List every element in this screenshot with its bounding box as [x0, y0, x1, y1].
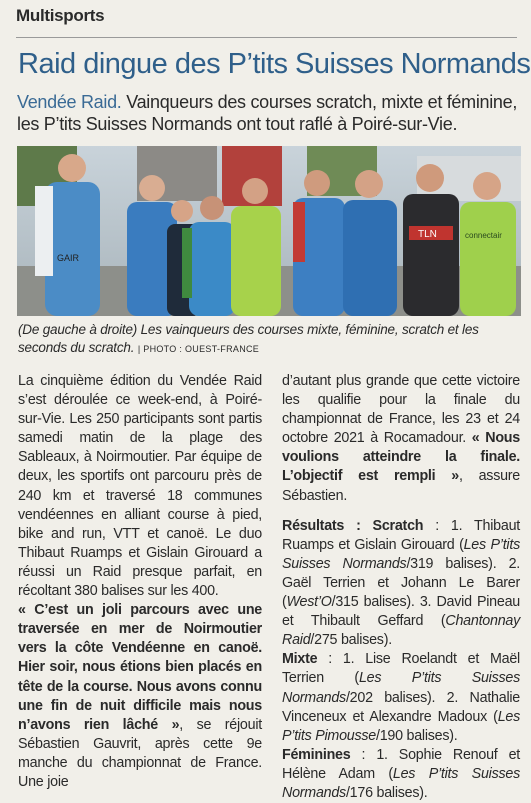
results-team-1: Les P’tits Suisses Normands [282, 536, 520, 572]
feminines-text-2: /176 balises). [345, 784, 428, 801]
quote-objectif: « Nous voulions atteindre la finale. L’objectif est rempli » [282, 430, 520, 485]
results-text-1: : 1. Thibaut Ruamps et Gislain Girouard ( [282, 517, 520, 553]
results-label: Résultats : Scratch [282, 517, 424, 534]
article-column-1 [18, 372, 262, 792]
quote-gauvrit: « C’est un joli parcours avec une traversée en mer de Noirmoutier vers la côte Vendéenne en canoë. Hier soir, nous étions bien placés en tête de la course. Nous avons connu une fin de nuit difficile mais nous n’avons rien lâché » [18, 602, 262, 733]
results-scratch [282, 517, 520, 651]
feminines-label: Féminines [282, 746, 351, 763]
bib-text-2: TLN [418, 229, 437, 240]
paragraph-2 [18, 601, 262, 792]
results-team-2: West’O [286, 594, 332, 611]
article-column-2 [282, 372, 520, 803]
paragraph-3-end: , assure Sébastien. [282, 468, 521, 504]
article-title: Raid dingue des P’tits Suisses Normands [18, 48, 531, 80]
results-mixte [282, 650, 520, 745]
mixte-text-3: /190 balises). [375, 727, 458, 744]
section-divider [16, 37, 517, 38]
mixte-text-2: /202 balises). 2. Nathalie Vinceneux et Alexandre Madoux ( [282, 689, 520, 725]
mixte-label: Mixte [282, 651, 318, 668]
paragraph-1: La cinquième édition du Vendée Raid s’est déroulée ce week-end, à Poiré-sur-Vie. Les 250 participants sont partis samedi matin de la plage des Sableaux, à Noirmoutier. Par équipe de deux, les sportifs ont parcouru près de 240 km et traversé 18 communes vendéennes en alliant course à pied, bike and run, VTT et canoë. Le duo Thibaut Ruamps et Gislain Girouard a réussi un Raid presque parfait, en récoltant 380 balises sur les 400. [18, 373, 262, 600]
feminines-text-1: : 1. Sophie Renouf et Hélène Adam ( [282, 746, 520, 782]
results-text-3: /315 balises). 3. David Pineau et Thibault Geffard ( [282, 594, 520, 630]
section-label: Multisports [16, 6, 105, 25]
results-text-4: /275 balises). [310, 632, 392, 649]
paragraph-3-text: d’autant plus grande que cette victoire les qualifie pour la finale du championnat de France, les 23 et 24 octobre 2021 à Rocamadour. [282, 373, 520, 447]
jersey-text: connectair [465, 231, 502, 240]
deck-text: Vainqueurs des courses scratch, mixte et féminine, les P’tits Suisses Normands ont tout raflé à Poiré-sur-Vie. [17, 92, 518, 134]
caption-text: (De gauche à droite) Les vainqueurs des courses mixte, féminine, scratch et les seconds du scratch. [18, 322, 479, 355]
deck-kicker: Vendée Raid. [17, 92, 122, 112]
photo-caption [18, 321, 518, 358]
article-photo [17, 146, 521, 316]
article-deck [17, 91, 522, 135]
feminines-team: Les P’tits Suisses Normands [282, 765, 520, 801]
quote-attribution: , se réjouit Sébastien Gauvrit, après cette 9e manche du championnat de France. Une joie [18, 716, 262, 790]
mixte-team-2: Les P’tits Pimousse [282, 708, 520, 744]
photo-credit: | PHOTO : OUEST-FRANCE [137, 344, 260, 354]
bib-text-1: GAIR [57, 253, 80, 263]
results-text-2: /319 balises). 2. Gaël Terrien et Johann Le Barer ( [282, 555, 521, 611]
mixte-team-1: Les P’tits Suisses Normands [282, 670, 521, 706]
results-team-3: Chantonnay Raid [282, 613, 520, 649]
team-photo-illustration [17, 146, 521, 316]
results-feminines [282, 746, 520, 803]
mixte-text-1: : 1. Lise Roelandt et Maël Terrien ( [282, 651, 520, 687]
paragraph-3 [282, 372, 520, 506]
